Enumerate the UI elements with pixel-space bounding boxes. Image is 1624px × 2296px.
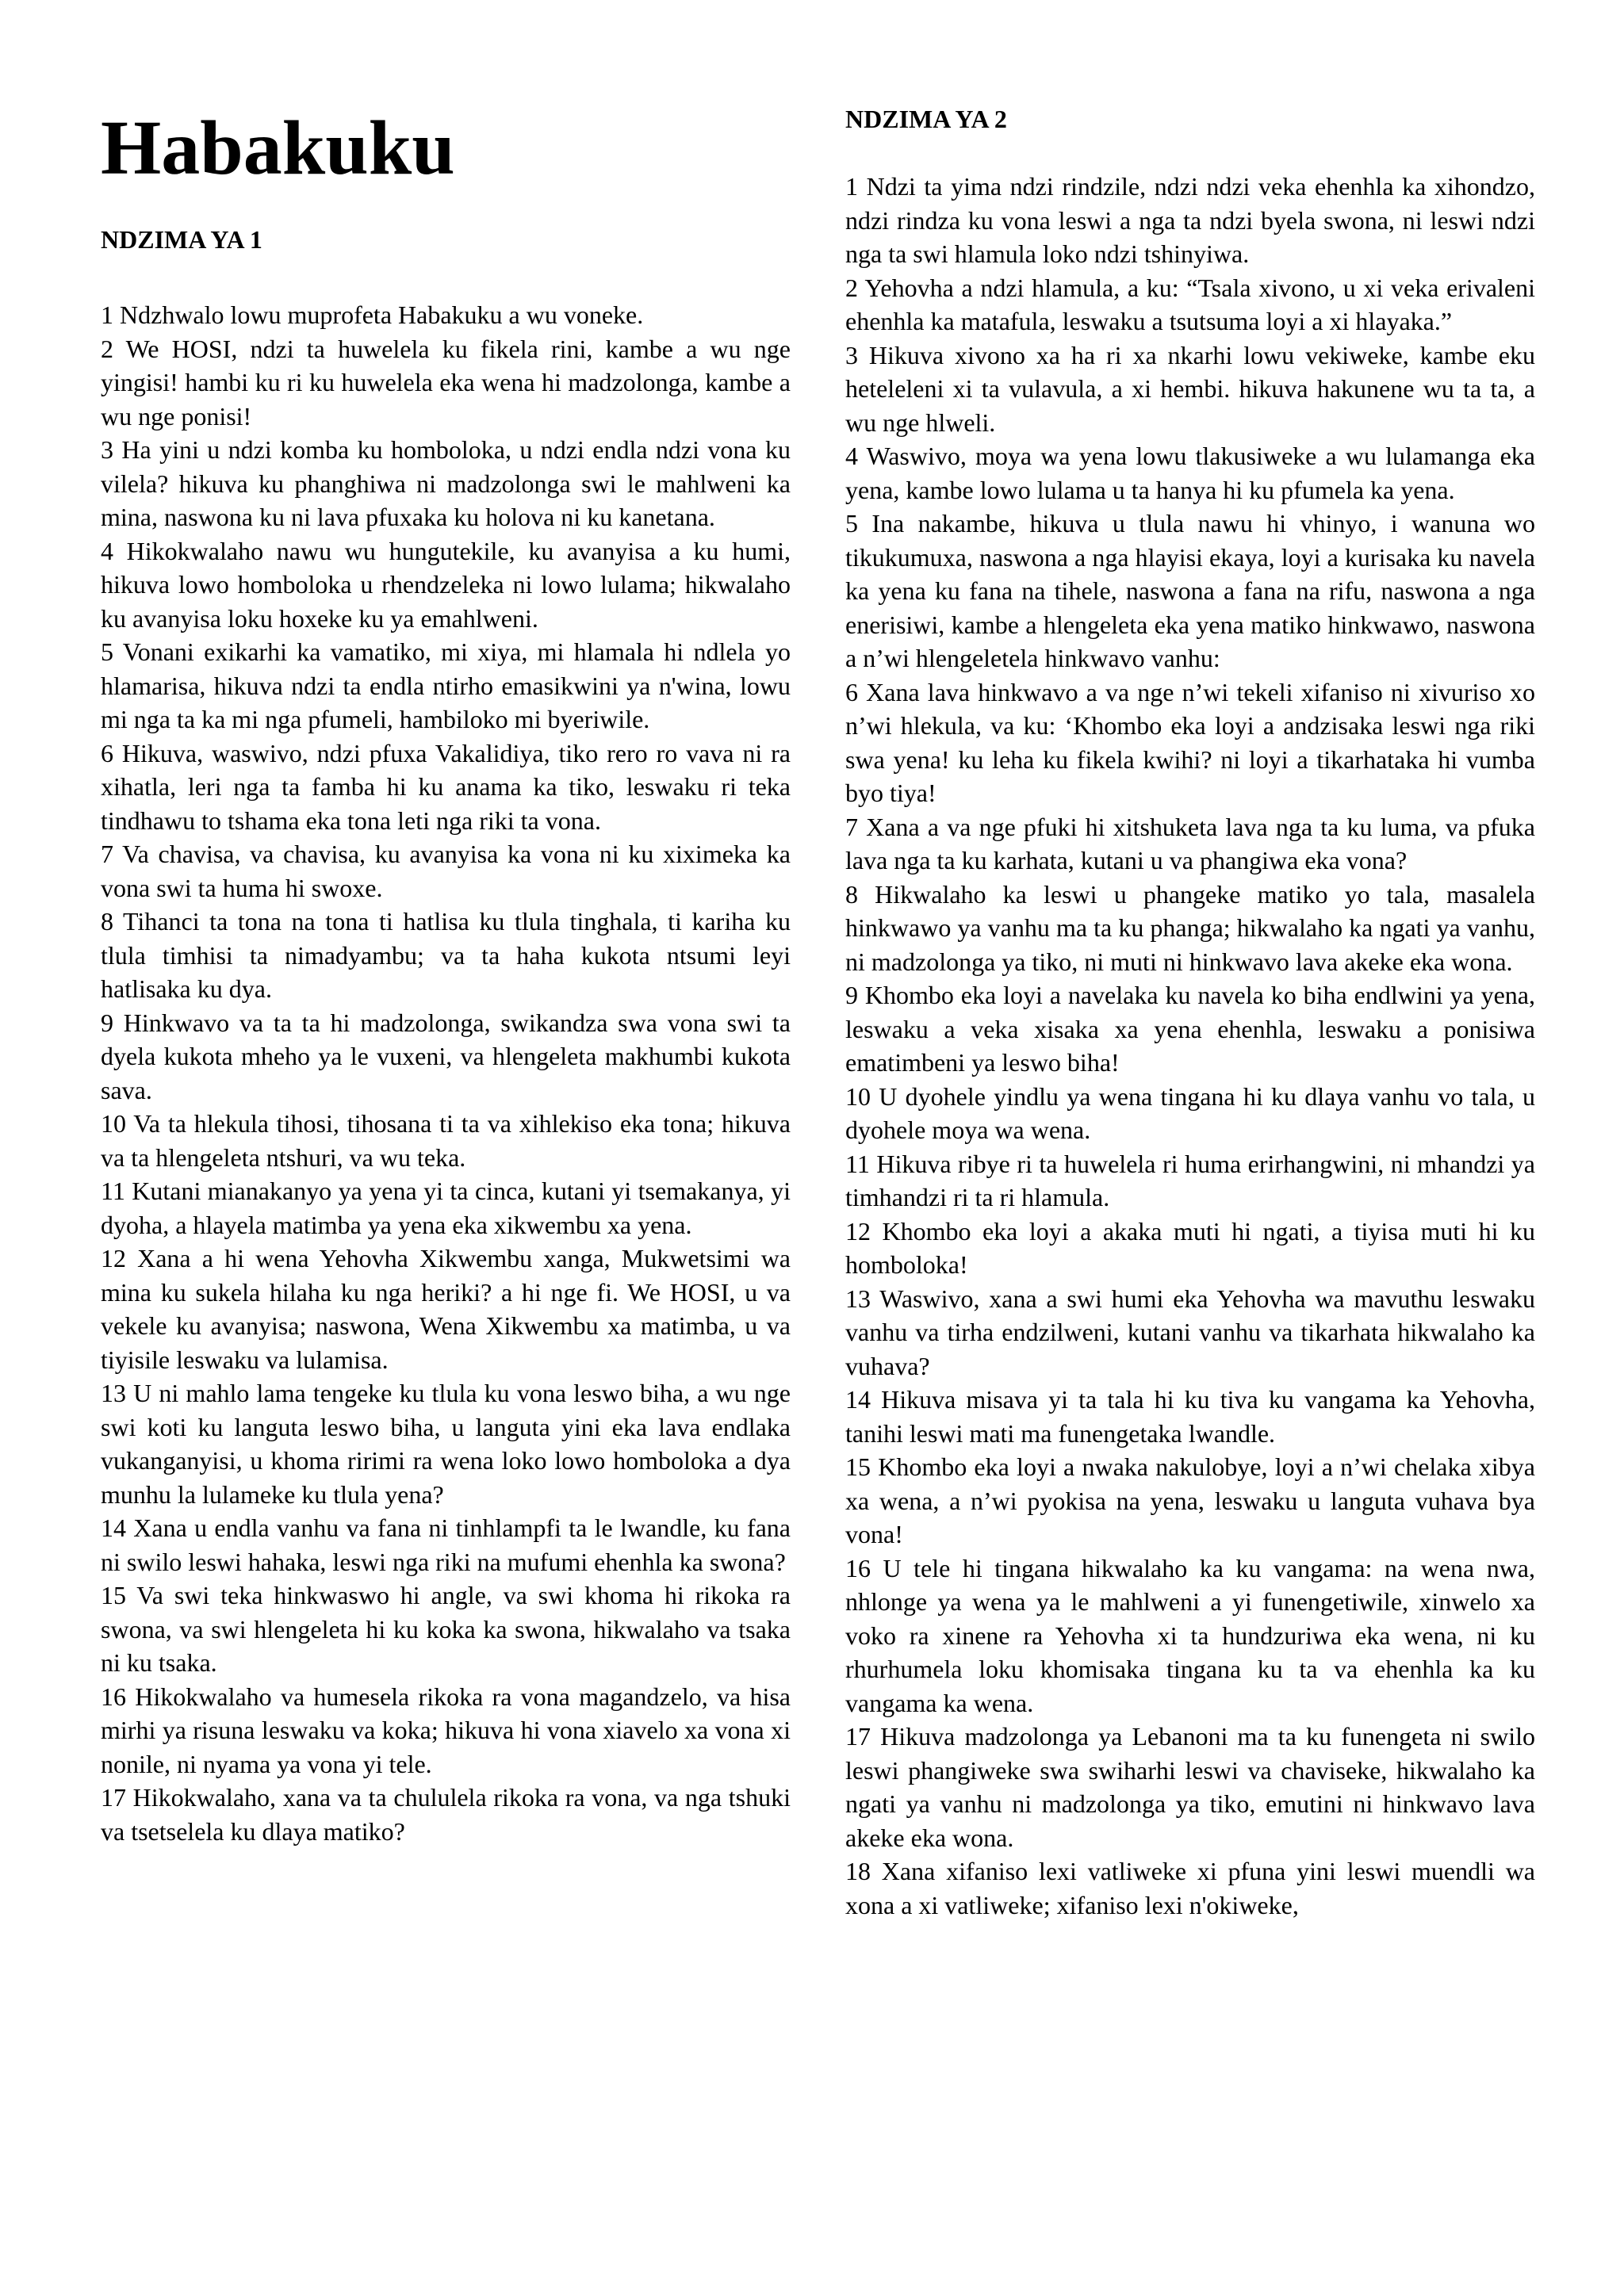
verse: 16 Hikokwalaho va humesela rikoka ra vona magandzelo, va hisa mirhi ya risuna leswaku va koka; hikuva hi vona xiavelo xa vona xi nonile, ni nyama ya vona yi tele. <box>101 1682 791 1778</box>
verse: 14 Xana u endla vanhu va fana ni tinhlampfi ta le lwandle, ku fana ni swilo leswi hahaka, leswi nga riki na mufumi ehenhla ka swona? <box>101 1513 791 1576</box>
verse: 12 Khombo eka loyi a akaka muti hi ngati, a tiyisa muti hi ku homboloka! <box>845 1216 1535 1279</box>
verse: 17 Hikokwalaho, xana va ta chululela rikoka ra vona, va nga tshuki va tsetselela ku dlaya matiko? <box>101 1783 791 1846</box>
verse: 6 Xana lava hinkwavo a va nge n’wi tekeli xifaniso ni xivuriso xo n’wi hlekula, va ku: ‘Khombo eka loyi a andzisaka leswi nga riki swa yena! ku leha ku fikela kwihi? ni loyi a tikarhataka hi vumba byo tiya! <box>845 677 1535 807</box>
verse: 1 Ndzi ta yima ndzi rindzile, ndzi ndzi veka ehenhla ka xihondzo, ndzi rindza ku vona leswi a nga ta ndzi byela swona, ni leswi ndzi nga ta swi hlamula loko ndzi tshinyiwa. <box>845 172 1535 268</box>
verse: 17 Hikuva madzolonga ya Lebanoni ma ta ku funengeta ni swilo leswi phangiweke swa swiharhi leswi va chaviseke, hikwalaho ka ngati ya vanhu ni madzolonga ya tiko, emutini ni hinkwavo lava akeke eka wona. <box>845 1722 1535 1852</box>
verse: 9 Hinkwavo va ta ta hi madzolonga, swikandza swa vona swi ta dyela kukota mheho ya le vuxeni, va hlengeleta makhumbi kukota sava. <box>101 1008 791 1104</box>
verse: 15 Khombo eka loyi a nwaka nakulobye, loyi a n’wi chelaka xibya xa wena, a n’wi pyokisa na yena, leswaku u languta vuhava bya vona! <box>845 1452 1535 1548</box>
verse: 4 Waswivo, moya wa yena lowu tlakusiweke a wu lulamanga eka yena, kambe lowo lulama u ta hanya hi ku pfumela ka yena. <box>845 442 1535 504</box>
verse: 8 Tihanci ta tona na tona ti hatlisa ku tlula tinghala, ti kariha ku tlula timhisi ta nimadyambu; va ta haha kukota ntsumi leyi hatlisaka ku dya. <box>101 907 791 1003</box>
verse: 2 We HOSI, ndzi ta huwelela ku fikela rini, kambe a wu nge yingisi! hambi ku ri ku huwelela eka wena hi madzolonga, kambe a wu nge ponisi! <box>101 334 791 430</box>
verse: 11 Hikuva ribye ri ta huwelela ri huma erirhangwini, ni mhandzi ya timhandzi ri ta ri hlamula. <box>845 1149 1535 1211</box>
verse: 9 Khombo eka loyi a navelaka ku navela ko biha endlwini ya yena, leswaku a veka xisaka xa yena ehenhla, leswaku a ponisiwa ematimbeni ya leswo biha! <box>845 981 1535 1077</box>
verse: 6 Hikuva, waswivo, ndzi pfuxa Vakalidiya, tiko rero ro vava ni ra xihatla, leri nga ta famba hi ku anama ka tiko, leswaku ri teka tindhawu to tshama eka tona leti nga riki ta vona. <box>101 738 791 835</box>
verse: 1 Ndzhwalo lowu muprofeta Habakuku a wu voneke. <box>101 300 644 329</box>
chapter-1-heading: NDZIMA YA 1 <box>101 225 262 254</box>
chapter-1-verses <box>101 298 791 1848</box>
verse: 12 Xana a hi wena Yehovha Xikwembu xanga, Mukwetsimi wa mina ku sukela hilaha ku nga heriki? a hi nge fi. We HOSI, u va vekele ku avanyisa; naswona, Wena Xikwembu xa matimba, u va tiyisile leswaku va lulamisa. <box>101 1244 791 1374</box>
verse: 16 U tele hi tingana hikwalaho ka ku vangama: na wena nwa, nhlonge ya wena ya le mahlweni a yi funengetiwile, xinwelo xa voko ra xinene ra Yehovha xi ta hundzuriwa eka wena, ni ku rhurhumela loku khomisaka tingana ku ta va ehenhla ka ku vangama ka wena. <box>845 1553 1535 1717</box>
verse: 11 Kutani mianakanyo ya yena yi ta cinca, kutani yi tsemakanya, yi dyoha, a hlayela matimba ya yena eka xikwembu xa yena. <box>101 1177 791 1239</box>
verse: 7 Xana a va nge pfuki hi xitshuketa lava nga ta ku luma, va pfuka lava nga ta ku karhata, kutani u va phangiwa eka vona? <box>845 812 1535 874</box>
verse: 15 Va swi teka hinkwaswo hi angle, va swi khoma hi rikoka ra swona, va swi hlengeleta hi ku koka ka swona, hikwalaho va tsaka ni ku tsaka. <box>101 1581 791 1677</box>
verse: 7 Va chavisa, va chavisa, ku avanyisa ka vona ni ku xiximeka ka vona swi ta huma hi swoxe. <box>101 840 791 902</box>
verse: 3 Ha yini u ndzi komba ku homboloka, u ndzi endla ndzi vona ku vilela? hikuva ku phanghiwa ni madzolonga swi le mahlweni ka mina, naswona ku ni lava pfuxaka ku holova ni ku kanetana. <box>101 435 791 531</box>
verse: 13 Waswivo, xana a swi humi eka Yehovha wa mavuthu leswaku vanhu va tirha endzilweni, kutani vanhu va tikarhata hikwalaho ka vuhava? <box>845 1284 1535 1380</box>
verse: 5 Ina nakambe, hikuva u tlula nawu hi vhinyo, i wanuna wo tikukumuxa, naswona a nga hlayisi ekaya, loyi a kurisaka ku navela ka yena ku fana na tihele, naswona a fana na rifu, naswona a nga enerisiwi, kambe a hlengeleta eka yena matiko hinkwawo, naswona a n’wi hlengeletela hinkwavo vanhu: <box>845 509 1535 672</box>
verse: 3 Hikuva xivono xa ha ri xa nkarhi lowu vekiweke, kambe eku heteleleni xi ta vulavula, a xi hembi. hikuva hakunene wu ta ta, a wu nge hlweli. <box>845 340 1535 437</box>
verse: 5 Vonani exikarhi ka vamatiko, mi xiya, mi hlamala hi ndlela yo hlamarisa, hikuva ndzi ta endla ntirho emasikwini ya n'wina, lowu mi nga ta ka mi nga pfumeli, hambiloko mi byeriwile. <box>101 637 791 733</box>
verse: 8 Hikwalaho ka leswi u phangeke matiko yo tala, masalela hinkwawo ya vanhu ma ta ku phanga; hikwalaho ka ngati ya vanhu, ni madzolonga ya tiko, ni muti ni hinkwavo lava akeke eka wona. <box>845 879 1535 976</box>
verse: 10 U dyohele yindlu ya wena tingana hi ku dlaya vanhu vo tala, u dyohele moya wa wena. <box>845 1081 1535 1144</box>
verse: 13 U ni mahlo lama tengeke ku tlula ku vona leswo biha, a wu nge swi koti ku languta leswo biha, u languta yini eka lava endlaka vukanganyisi, u khoma ririmi ra wena loko lowo homboloka a dya munhu la lulameke ku tlula yena? <box>101 1379 791 1509</box>
verse: 18 Xana xifaniso lexi vatliweke xi pfuna yini leswi muendli wa xona a xi vatliweke; xifaniso lexi n'okiweke, <box>845 1857 1535 1919</box>
chapter-2-verses <box>845 170 1535 1922</box>
verse: 10 Va ta hlekula tihosi, tihosana ti ta va xihlekiso eka tona; hikuva va ta hlengeleta ntshuri, va wu teka. <box>101 1109 791 1172</box>
verse: 4 Hikokwalaho nawu wu hungutekile, ku avanyisa a ku humi, hikuva lowo homboloka u rhendzeleka ni lowo lulama; hikwalaho ku avanyisa loku hoxeke ku ya emahlweni. <box>101 536 791 633</box>
chapter-2-heading: NDZIMA YA 2 <box>845 105 1007 133</box>
verse: 2 Yehovha a ndzi hlamula, a ku: “Tsala xivono, u xi veka erivaleni ehenhla ka matafula, leswaku a tsutsuma loyi a xi hlayaka.” <box>845 273 1535 335</box>
verse: 14 Hikuva misava yi ta tala hi ku tiva ku vangama ka Yehovha, tanihi leswi mati ma funengetaka lwandle. <box>845 1385 1535 1448</box>
book-title: Habakuku <box>101 105 455 191</box>
